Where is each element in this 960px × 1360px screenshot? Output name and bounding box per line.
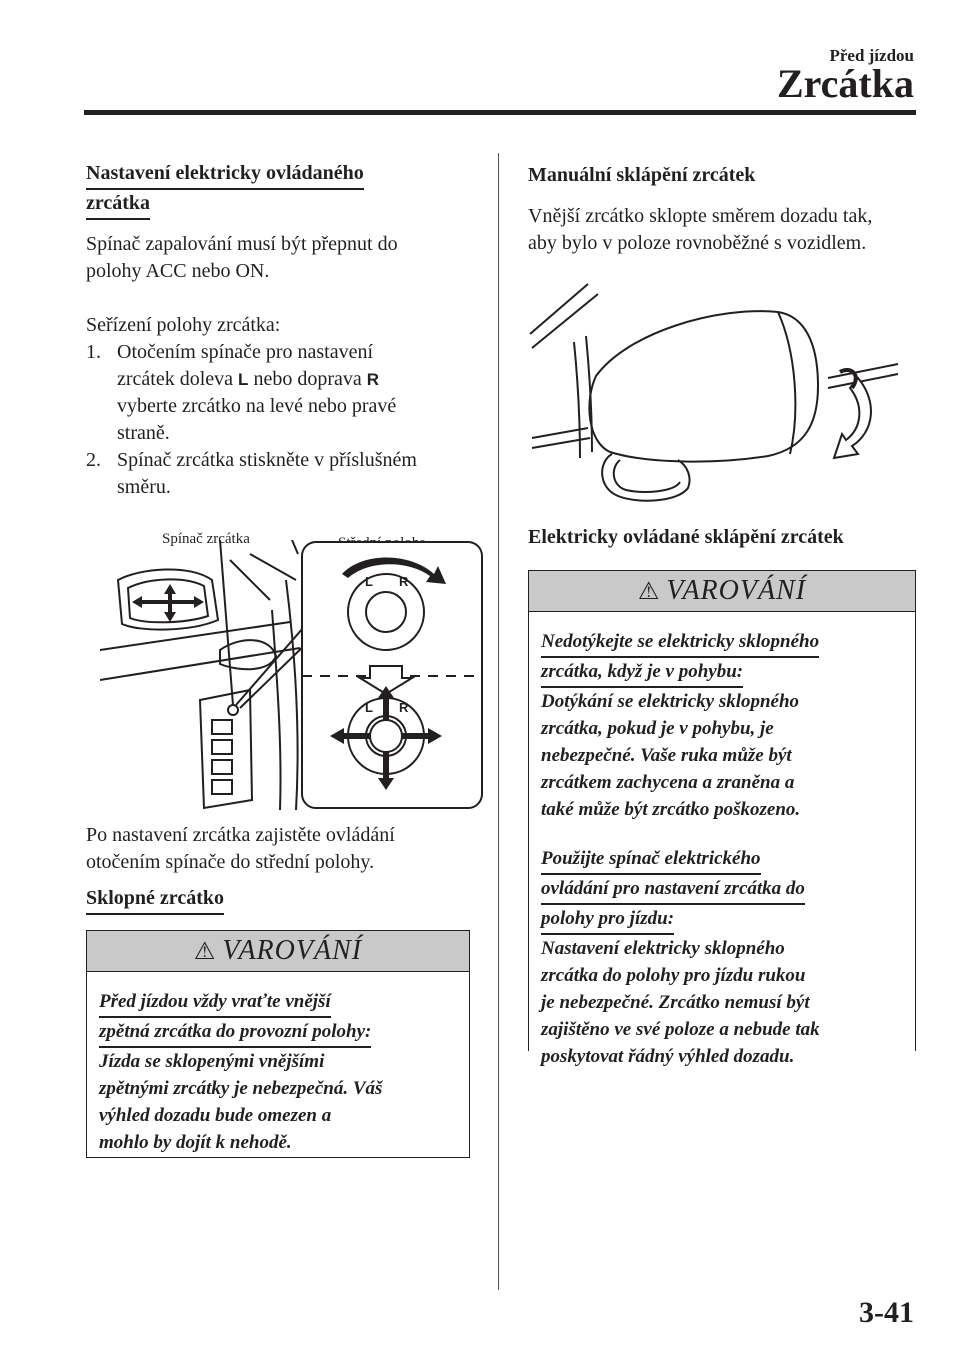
paragraph-manual-folding [528,203,872,257]
warning-line: zrcátka do polohy pro jízdu rukou [541,965,806,986]
key-l-symbol: L [238,370,249,389]
page-number: 3-41 [859,1296,914,1329]
warning-line: zrcátka, pokud je v pohybu, je [541,718,774,739]
warning-header [87,931,469,972]
heading-line: zrcátka [86,190,150,220]
section-heading-power-mirror [86,160,364,220]
section-heading-electric-folding: Elektricky ovládané sklápění zrcátek [528,526,844,548]
section-heading-folding-mirror [86,885,224,915]
text-line: straně. [117,422,170,444]
warning-header [529,571,915,612]
figure-label-mirror-switch: Spínač zrcátka [162,531,250,547]
text-line: otočením spínače do střední polohy. [86,851,375,873]
section-heading-manual-folding: Manuální sklápění zrcátek [528,164,756,186]
folding-mirror-illustration [528,282,900,514]
list-item [86,447,486,501]
chapter-title: Před jízdou [829,46,914,65]
list-number: 1. [86,341,101,363]
text-line: Spínač zrcátka stiskněte v příslušném [117,449,417,471]
warning-line: výhled dozadu bude omezen a [99,1105,332,1126]
warning-triangle-icon: ⚠ [193,938,217,965]
text-segment: nebo doprava [253,368,362,390]
warning-line: nebezpečné. Vaše ruka může být [541,745,792,766]
text-line: aby bylo v poloze rovnoběžné s vozidlem. [528,232,867,254]
text-line: Po nastavení zrcátka zajistěte ovládání [86,824,395,846]
heading-line: Sklopné zrcátko [86,885,224,915]
warning-line: ovládání pro nastavení zrcátka do [541,875,805,905]
warning-line: poskytovat řádný výhled dozadu. [541,1046,795,1067]
warning-body [529,612,915,1080]
warning-line: zrcátka, když je v pohybu: [541,658,743,688]
knob-label-r-lower: R [399,700,409,715]
warning-line: polohy pro jízdu: [541,905,674,935]
text-line [117,366,486,393]
text-line: polohy ACC nebo ON. [86,260,270,282]
text-line: Vnější zrcátko sklopte směrem dozadu tak, [528,205,873,227]
text-line: Spínač zapalování musí být přepnut do [86,233,398,255]
warning-line: je nebezpečné. Zrcátko nemusí být [541,992,810,1013]
list-number: 2. [86,449,101,471]
warning-box-electric-folding [528,570,916,1067]
key-r-symbol: R [366,370,380,389]
text-line: směru. [117,476,171,498]
warning-line: Jízda se sklopenými vnějšími [99,1051,325,1072]
paragraph-adjustment-intro: Seřízení polohy zrcátka: [86,314,281,336]
knob-label-l-lower: L [365,700,373,715]
warning-title: VAROVÁNÍ [222,935,363,966]
header-rule [84,110,916,115]
warning-line: mohlo by dojít k nehodě. [99,1132,292,1153]
step-list [86,339,486,501]
warning-line: Dotýkání se elektricky sklopného [541,691,800,712]
warning-line: Nastavení elektricky sklopného [541,938,785,959]
warning-line: zrcátkem zachycena a zraněna a [541,772,795,793]
warning-box-folding [86,930,470,1158]
spacer [541,823,903,845]
paragraph-lock-switch [86,822,395,876]
warning-line: Použijte spínač elektrického [541,845,761,875]
warning-line: Nedotýkejte se elektricky sklopného [541,628,819,658]
warning-line: zajištěno ve své poloze a nebude tak [541,1019,820,1040]
list-item [86,339,486,447]
warning-line: zpětná zrcátka do provozní polohy: [99,1018,371,1048]
text-segment: zrcátek doleva [117,368,234,390]
page-title: Zrcátka [776,61,914,106]
knob-label-r: R [399,574,409,589]
warning-line: Před jízdou vždy vraťte vnější [99,988,331,1018]
paragraph-ignition [86,231,398,285]
warning-line: také může být zrcátko poškozeno. [541,799,801,820]
text-line: Otočením spínače pro nastavení [117,341,374,363]
warning-triangle-icon: ⚠ [637,578,661,605]
text-line: vyberte zrcátko na levé nebo pravé [117,395,397,417]
column-divider [498,153,499,1290]
warning-line: zpětnými zrcátky je nebezpečná. Váš [99,1078,383,1099]
warning-body [87,972,469,1166]
mirror-switch-illustration [100,540,484,812]
heading-line: Nastavení elektricky ovládaného [86,160,364,190]
knob-label-l: L [365,574,373,589]
warning-title: VAROVÁNÍ [666,575,807,606]
